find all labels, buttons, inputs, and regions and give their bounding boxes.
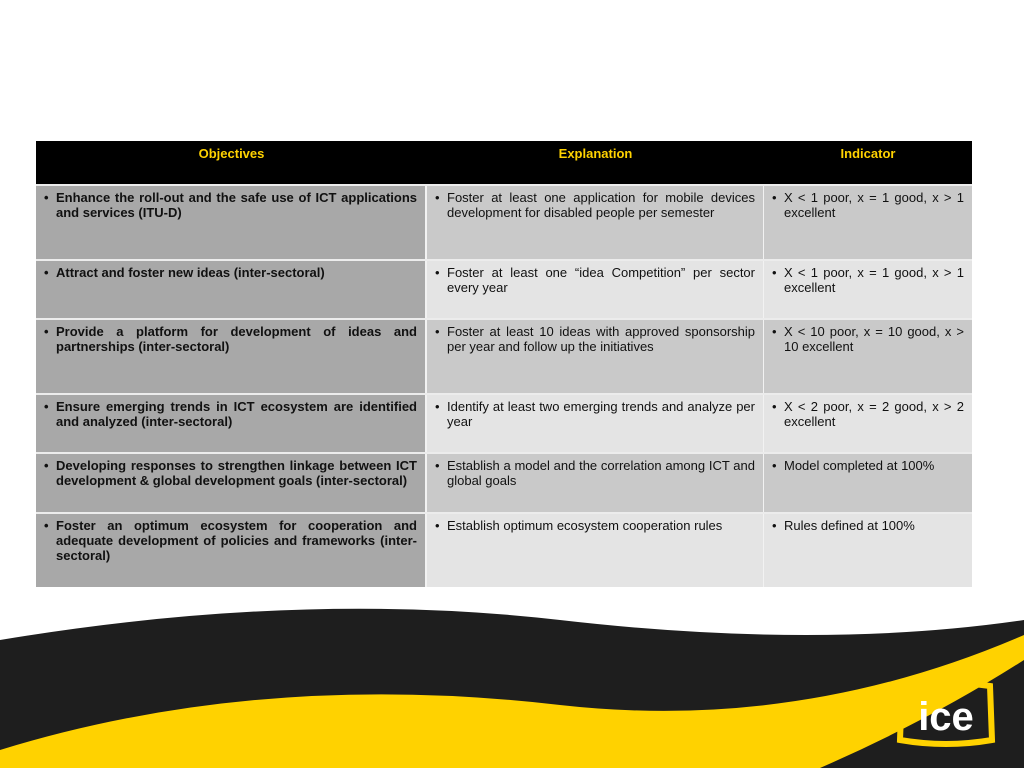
indicator-cell: • X < 1 poor, x = 1 good, x > 1 excellent	[764, 261, 972, 318]
header-objectives: Objectives	[198, 146, 265, 161]
explanation-cell: • Foster at least one “idea Competition” per sector every year	[427, 261, 764, 318]
header-indicator: Indicator	[840, 146, 896, 161]
table-row	[36, 393, 972, 452]
header-explanation: Explanation	[558, 146, 633, 161]
explanation-cell: • Identify at least two emerging trends and analyze per year	[427, 395, 764, 452]
explanation-cell: • Foster at least one application for mobile devices development for disabled people per semester	[427, 186, 764, 259]
indicator-cell: • X < 10 poor, x = 10 good, x > 10 excellent	[764, 320, 972, 393]
table-row	[36, 512, 972, 587]
table-row	[36, 184, 972, 259]
objective-cell: • Enhance the roll-out and the safe use of ICT applications and services (ITU-D)	[36, 186, 427, 259]
objective-cell: • Ensure emerging trends in ICT ecosystem are identified and analyzed (inter-sectoral)	[36, 395, 427, 452]
table-row	[36, 259, 972, 318]
table-row	[36, 452, 972, 512]
table-row	[36, 318, 972, 393]
explanation-cell: • Establish a model and the correlation among ICT and global goals	[427, 454, 764, 512]
table-header	[36, 141, 972, 184]
indicator-cell: • Model completed at 100%	[764, 454, 972, 512]
ice-logo-text: ice	[918, 695, 974, 739]
explanation-cell: • Establish optimum ecosystem cooperation rules	[427, 514, 764, 587]
objectives-table	[36, 141, 972, 587]
objective-cell: • Attract and foster new ideas (inter-sectoral)	[36, 261, 427, 318]
objective-cell: • Foster an optimum ecosystem for cooperation and adequate development of policies and frameworks (inter-sectoral)	[36, 514, 427, 587]
indicator-cell: • X < 1 poor, x = 1 good, x > 1 excellent	[764, 186, 972, 259]
ice-logo-icon	[896, 678, 996, 756]
ice-logo	[896, 678, 996, 756]
indicator-cell: • Rules defined at 100%	[764, 514, 972, 587]
explanation-cell: • Foster at least 10 ideas with approved sponsorship per year and follow up the initiatives	[427, 320, 764, 393]
objective-cell: • Developing responses to strengthen linkage between ICT development & global development goals (inter-sectoral)	[36, 454, 427, 512]
indicator-cell: • X < 2 poor, x = 2 good, x > 2 excellent	[764, 395, 972, 452]
decorative-wave	[0, 600, 1024, 768]
objective-cell: • Provide a platform for development of ideas and partnerships (inter-sectoral)	[36, 320, 427, 393]
